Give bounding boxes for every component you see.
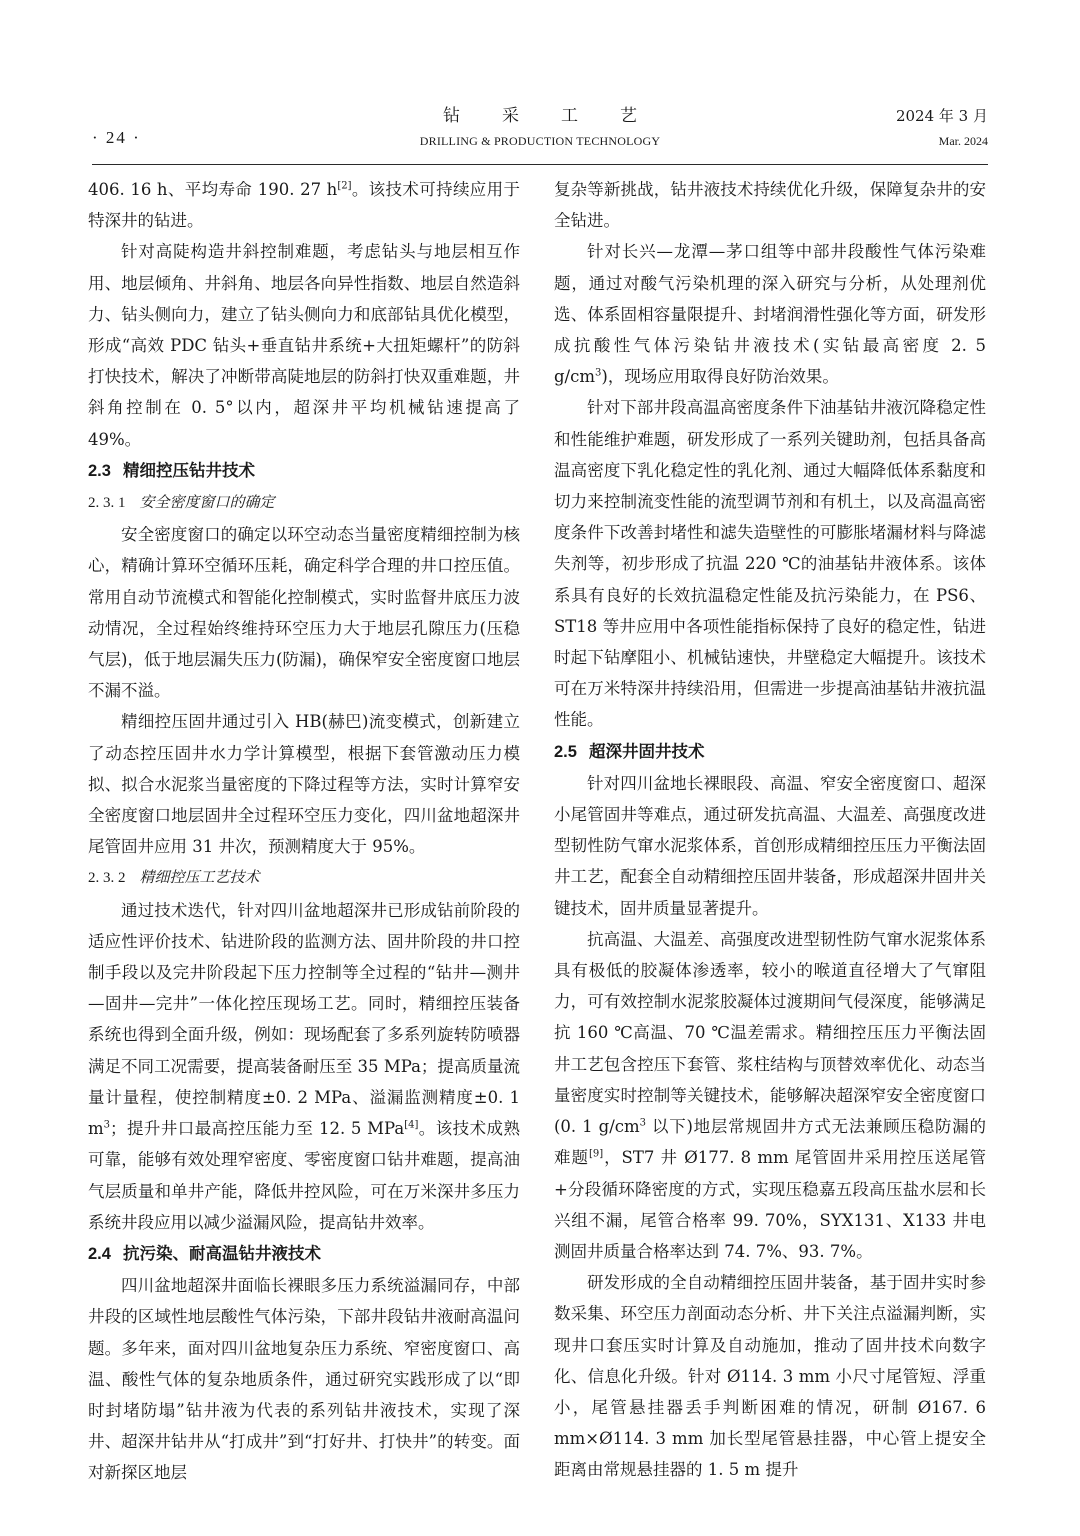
page-header [92, 104, 988, 165]
right-column [554, 174, 986, 1486]
paragraph: 通过技术迭代，针对四川盆地超深井已形成钻前阶段的适应性评价技术、钻进阶段的监测方法、固井阶段的井口控制手段以及完井阶段起下压力控制等全过程的“钻井—测井—固井—完井”一体化控压现场工艺。同时，精细控压装备系统也得到全面升级，例如：现场配套了多系列旋转防喷器满足不同工况需要，提高装备耐压至 35 MPa；提高质量流量计量程，使控制精度±0. 2 MPa、溢漏监测精度±0. 1 $m^3$；提升井口最高控压能力至 12. 5 MPa[4]。该技术成熟可靠，能够有效处理窄密度、零密度窗口钻井难题，提高油气层质量和单井产能，降低井控风险，可在万米深井多压力系统井段应用以减少溢漏风险，提高钻井效率。 [88, 900, 520, 1232]
issue-date-cn: 2024 年 3 月 [895, 107, 988, 125]
paragraph: 406. 16 h、平均寿命 190. 27 h[2]。该技术可持续应用于特深井的钻进。 [88, 180, 520, 231]
paragraph: 四川盆地超深井面临长裸眼多压力系统溢漏同存，中部井段的区域性地层酸性气体污染，下部井段钻井液耐高温问题。多年来，面对四川盆地复杂压力系统、窄密度窗口、高温、酸性气体的复杂地质条件，通过研究实践形成了以“即时封堵防塌”钻井液为代表的系列钻井液技术，实现了深井、超深井钻井从“打成井”到“打好井、打快井”的转变。面对新探区地层 [88, 1276, 520, 1483]
paragraph: 抗高温、大温差、高强度改进型韧性防气窜水泥浆体系具有极低的胶凝体渗透率，较小的喉道直径增大了气窜阻力，可有效控制水泥浆胶凝体过渡期间气侵深度，能够满足抗 160 ℃高温、70 ℃温差需求。精细控压压力平衡法固井工艺包含控压下套管、浆柱结构与顶替效率优化、动态当量密度实时控制等关键技术，能够解决超深窄安全密度窗口(0. 1 $g/cm^3$ 以下)地层常规固井方式无法兼顾压稳防漏的难题[9]，ST7 井 Ø177. 8 mm 尾管固井采用控压送尾管+分段循环降密度的方式，实现压稳嘉五段高压盐水层和长兴组不漏，尾管合格率 99. 70%，SYX131、X133 井电测固井质量合格率达到 74. 7%、93. 7%。 [554, 929, 987, 1261]
journal-title-en: DRILLING & PRODUCTION TECHNOLOGY [419, 134, 661, 148]
section-heading-2-5: 2.5 超深井固井技术 [554, 741, 705, 761]
paragraph: 研发形成的全自动精细控压固井装备，基于固井实时参数采集、环空压力剖面动态分析、井下关注点溢漏判断，实现井口套压实时计算及自动施加，推动了固井技术向数字化、信息化升级。针对 Ø114. 3 mm 小尺寸尾管短、浮重小，尾管悬挂器丢手判断困难的情况，研制 Ø167. 6 mm×Ø114. 3 mm 加长型尾管悬挂器，中心管上提安全距离由常规悬挂器的 1. 5 m 提升 [554, 1273, 986, 1480]
paragraph: 针对长兴—龙潭—茅口组等中部井段酸性气体污染难题，通过对酸气污染机理的深入研究与分析，从处理剂优选、体系固相容量限提升、封堵润滑性强化等方面，研发形成抗酸性气体污染钻井液技术(实钻最高密度 2. 5 $g/cm^3$)，现场应用取得良好防治效果。 [554, 242, 986, 387]
journal-title [92, 104, 988, 149]
section-heading-2-3: 2.3 精细控压钻井技术 [88, 460, 255, 480]
paragraph: 精细控压固井通过引入 HB(赫巴)流变模式，创新建立了动态控压固井水力学计算模型，根据下套管激动压力模拟、拟合水泥浆当量密度的下降过程等方法，实时计算窄安全密度窗口地层固井全过程环空压力变化，四川盆地超深井尾管固井应用 31 井次，预测精度大于 95%。 [88, 712, 520, 857]
subsection-heading-2-3-1: 2. 3. 1 安全密度窗口的确定 [88, 493, 275, 512]
paragraph: 针对下部井段高温高密度条件下油基钻井液沉降稳定性和性能维护难题，研发形成了一系列关键助剂，包括具备高温高密度下乳化稳定性的乳化剂、通过大幅降低体系黏度和切力来控制流变性能的流型调节剂和有机土，以及高温高密度条件下改善封堵性和滤失造壁性的可膨胀堵漏材料与降滤失剂等，初步形成了抗温 220 ℃的油基钻井液体系。该体系具有良好的长效抗温稳定性能及抗污染能力，在 PS6、ST18 等井应用中各项性能指标保持了良好的稳定性，钻进时起下钻摩阻小、机械钻速快，井壁稳定大幅提升。该技术可在万米特深井持续沿用，但需进一步提高油基钻井液抗温性能。 [554, 398, 986, 730]
left-column [88, 174, 520, 1489]
paragraph: 针对四川盆地长裸眼段、高温、窄安全密度窗口、超深小尾管固井等难点，通过研发抗高温、大温差、高强度改进型韧性防气窜水泥浆体系，首创形成精细控压压力平衡法固井工艺，配套全自动精细控压固井装备，形成超深井固井关键技术，固井质量显著提升。 [554, 773, 986, 918]
paragraph: 复杂等新挑战，钻井液技术持续优化升级，保障复杂井的安全钻进。 [554, 180, 986, 231]
subsection-heading-2-3-2: 2. 3. 2 精细控压工艺技术 [88, 868, 260, 887]
paragraph: 针对高陡构造井斜控制难题，考虑钻头与地层相互作用、地层倾角、井斜角、地层各向异性指数、地层自然造斜力、钻头侧向力，建立了钻头侧向力和底部钻具优化模型，形成“高效 PDC 钻头+垂直钻井系统+大扭矩螺杆”的防斜打快技术，解决了冲断带高陡地层的防斜打快双重难题，井斜角控制在 0. 5°以内，超深井平均机械钻速提高了 49%。 [88, 242, 520, 449]
page-number: · 24 · [92, 128, 141, 147]
issue-date-en: Mar. 2024 [938, 134, 988, 148]
paragraph: 安全密度窗口的确定以环空动态当量密度精细控制为核心，精确计算环空循环压耗，确定科学合理的井口控压值。常用自动节流模式和智能化控制模式，实时监督井底压力波动情况，全过程始终维持环空压力大于地层孔隙压力(压稳气层)，低于地层漏失压力(防漏)，确保窄安全密度窗口地层不漏不溢。 [88, 525, 520, 701]
section-heading-2-4: 2.4 抗污染、耐高温钻井液技术 [88, 1243, 321, 1263]
journal-title-cn: 钻采工艺 [443, 106, 679, 126]
issue-date [896, 104, 988, 149]
